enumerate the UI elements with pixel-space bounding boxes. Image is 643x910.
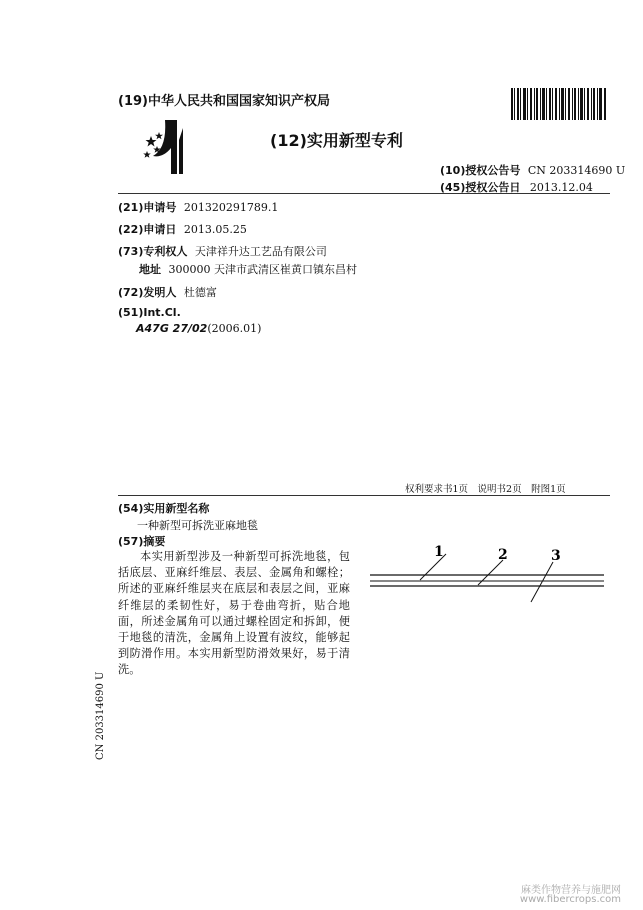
abstract-label-row: [118, 533, 165, 549]
intcl-year: (2006.01): [207, 322, 262, 335]
intcl-code: A47G 27/02: [136, 322, 208, 335]
application-number-label: (21)申请号: [118, 201, 177, 214]
header-rule: [118, 193, 610, 194]
intcl-label-row: [118, 306, 181, 319]
title-label-row: [118, 500, 209, 516]
abstract-label: (57)摘要: [118, 535, 166, 548]
application-number-row: [118, 199, 278, 215]
address-row: [139, 261, 357, 277]
watermark-line-2: www.fibercrops.com: [519, 894, 621, 905]
patentee-row: [118, 243, 327, 259]
publication-number-label: (10)授权公告号: [440, 164, 521, 177]
barcode: [511, 88, 606, 120]
application-date-label: (22)申请日: [118, 223, 177, 236]
office-name: (19)中华人民共和国国家知识产权局: [118, 94, 330, 109]
pages-info: 权利要求书1页 说明书2页 附图1页: [405, 484, 566, 495]
side-publication-number: CN 203314690 U: [95, 671, 106, 760]
publication-number-row: [440, 162, 625, 178]
inventor-row: [118, 284, 217, 300]
application-date-row: [118, 221, 247, 237]
publication-date-label: (45)授权公告日: [440, 181, 521, 194]
cnipa-logo: [143, 118, 191, 176]
leader-line-3: [531, 562, 553, 602]
section-rule: [118, 495, 610, 496]
abstract-text: [118, 549, 350, 679]
application-date: 2013.05.25: [183, 223, 247, 236]
abstract-paragraph: 本实用新型涉及一种新型可拆洗地毯，包括底层、亚麻纤维层、表层、金属角和螺栓；所述的亚麻纤维层夹在底层和表层之间，亚麻纤维层的柔韧性好，易于卷曲弯折，贴合地面，所述金属角可以通过螺栓固定和拆卸，便于地毯的清洗，金属角上设置有波纹，能够起到防滑作用。本实用新型防滑效果好，易于清洗。: [118, 550, 350, 677]
figure-label-1: 1: [434, 544, 444, 560]
watermark-line-1: 麻类作物营养与施肥网: [521, 885, 621, 896]
utility-model-title: 一种新型可拆洗亚麻地毯: [137, 519, 258, 532]
address: 300000 天津市武清区崔黄口镇东昌村: [168, 263, 357, 276]
intcl-row: [136, 322, 261, 335]
abstract-figure: [368, 540, 608, 610]
figure-label-2: 2: [498, 547, 508, 563]
inventor-label: (72)发明人: [118, 286, 177, 299]
utility-model-title-label: (54)实用新型名称: [118, 502, 210, 515]
figure-label-3: 3: [551, 548, 561, 564]
inventor: 杜德富: [183, 286, 217, 299]
intcl-label: (51)Int.Cl.: [118, 306, 181, 319]
publication-number: CN 203314690 U: [527, 164, 626, 177]
application-number: 201320291789.1: [183, 201, 279, 214]
document-type: (12)实用新型专利: [270, 131, 403, 150]
address-label: 地址: [139, 263, 161, 276]
patentee: 天津祥升达工艺品有限公司: [194, 245, 327, 258]
publication-date: 2013.12.04: [529, 181, 593, 194]
patentee-label: (73)专利权人: [118, 245, 188, 258]
